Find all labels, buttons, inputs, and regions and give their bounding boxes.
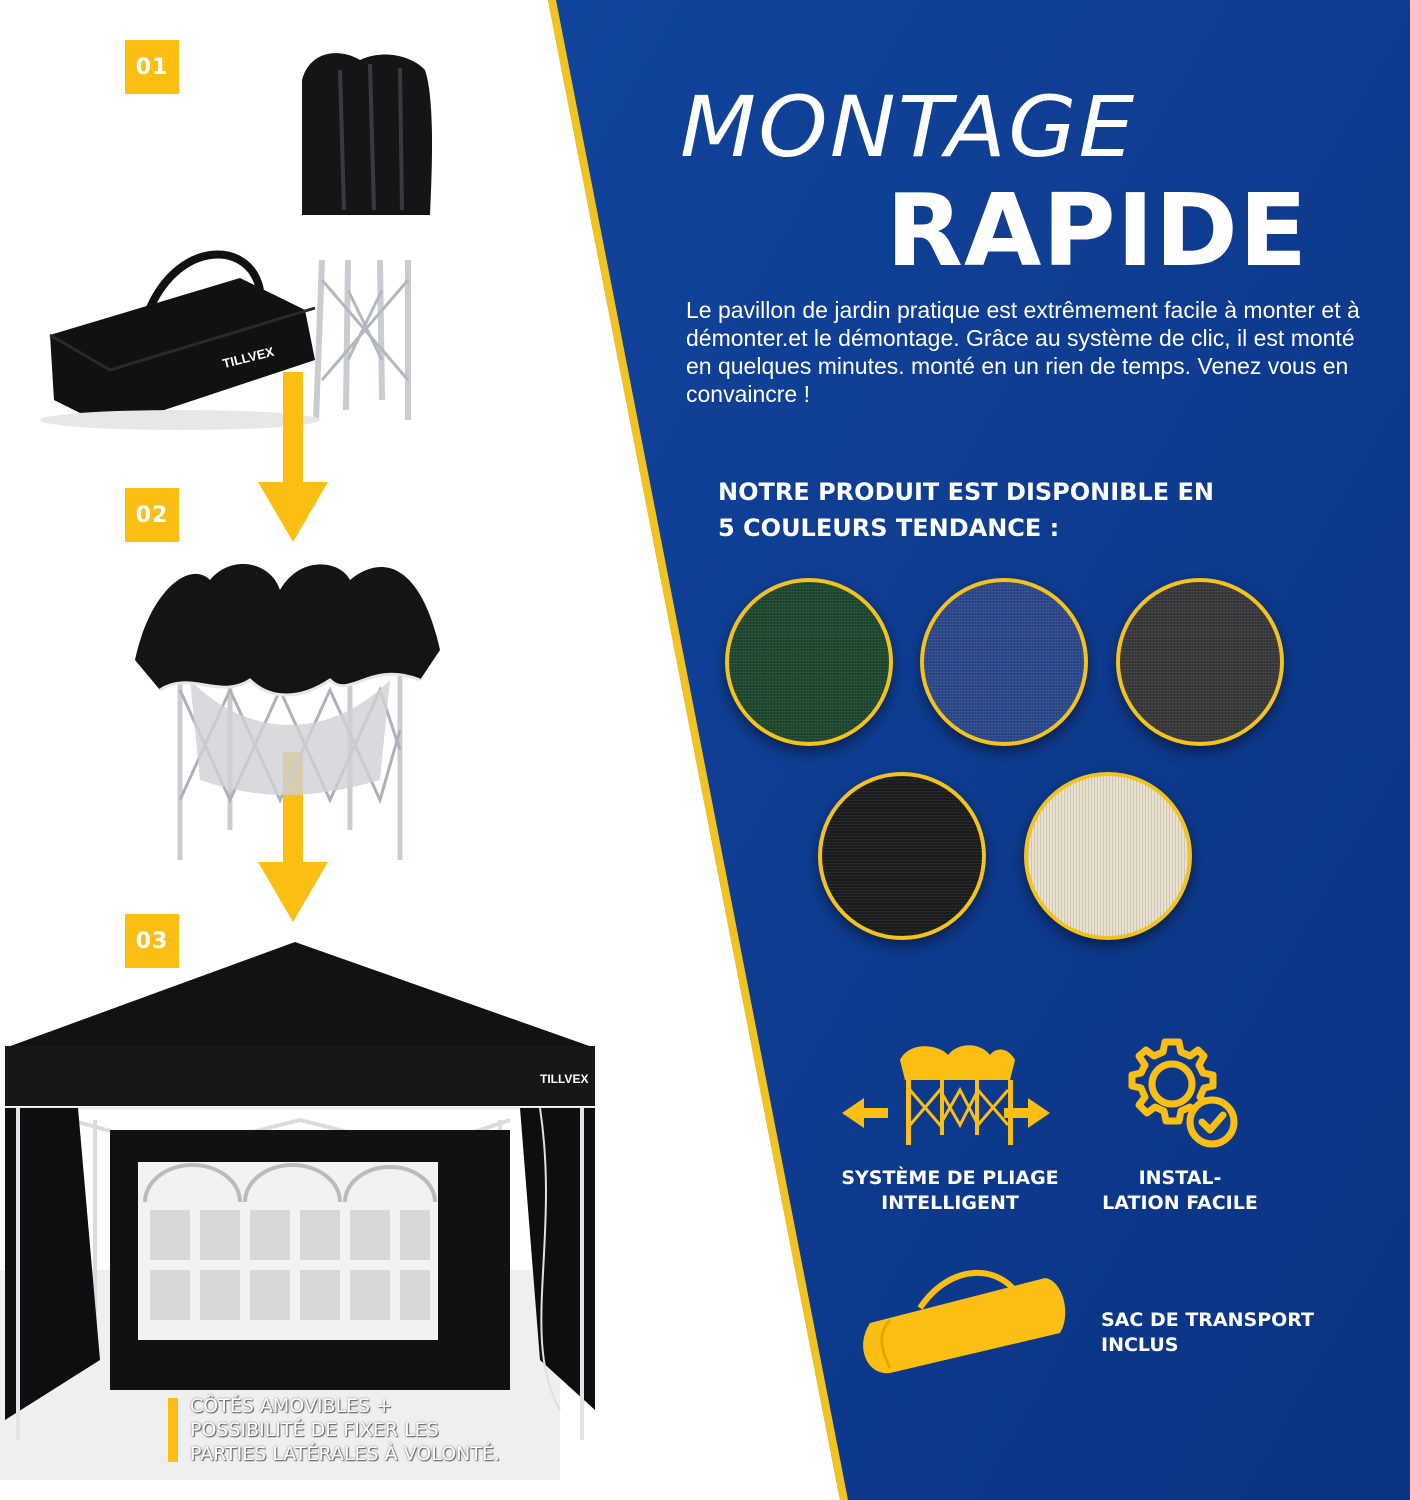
feature-install-line-1: INSTAL- [1138, 1167, 1222, 1189]
fabric-swatch-beige [1024, 772, 1192, 940]
feature-folding-label [822, 1166, 1078, 1216]
feature-install-label [1080, 1166, 1280, 1216]
feature-folding-line-1: SYSTÈME DE PLIAGE [841, 1167, 1059, 1189]
canopy-brand-label: TILLVEX [540, 1072, 589, 1086]
folded-gazebo-with-bag-image [40, 40, 460, 440]
feature-bag-line-1: SAC DE TRANSPORT [1101, 1309, 1315, 1331]
title-montage: MONTAGE [680, 78, 1137, 176]
removable-sides-note [190, 1394, 590, 1466]
note-accent-bar [168, 1398, 178, 1462]
fabric-swatch-anthracite [1116, 578, 1284, 746]
down-arrow-icon [256, 372, 330, 544]
fabric-swatch-green [725, 578, 893, 746]
half-open-gazebo-image [130, 550, 450, 870]
fabric-swatch-blue [920, 578, 1088, 746]
note-line-3: PARTIES LATÉRALES À VOLONTÉ. [190, 1443, 501, 1465]
colors-heading [718, 474, 1278, 546]
step-badge-01: 01 [125, 40, 179, 94]
folding-frame-icon [840, 1040, 1055, 1155]
fabric-swatch-black [818, 772, 986, 940]
feature-bag-label [1101, 1308, 1361, 1358]
gear-check-icon [1124, 1036, 1240, 1148]
colors-heading-line-1: NOTRE PRODUIT EST DISPONIBLE EN [718, 478, 1214, 506]
carry-bag-icon [850, 1268, 1075, 1378]
feature-folding-line-2: INTELLIGENT [881, 1192, 1019, 1214]
bag-brand-label: TILLVEX [220, 343, 276, 372]
intro-text: Le pavillon de jardin pratique est extrêmement facile à monter et à démonter.et le démontage. Grâce au système de clic, il est monté en quelques minutes. monté en un rien de temps. Venez vous en convaincre ! [686, 297, 1360, 407]
feature-bag-line-2: INCLUS [1101, 1334, 1179, 1356]
title-rapide: RAPIDE [886, 172, 1309, 289]
note-line-1: CÔTÉS AMOVIBLES + [190, 1395, 393, 1417]
step-badge-03: 03 [125, 914, 179, 968]
colors-heading-line-2: 5 COULEURS TENDANCE : [718, 514, 1060, 542]
note-line-2: POSSIBILITÉ DE FIXER LES [190, 1419, 439, 1441]
feature-install-line-2: LATION FACILE [1102, 1192, 1258, 1214]
step-badge-02: 02 [125, 488, 179, 542]
